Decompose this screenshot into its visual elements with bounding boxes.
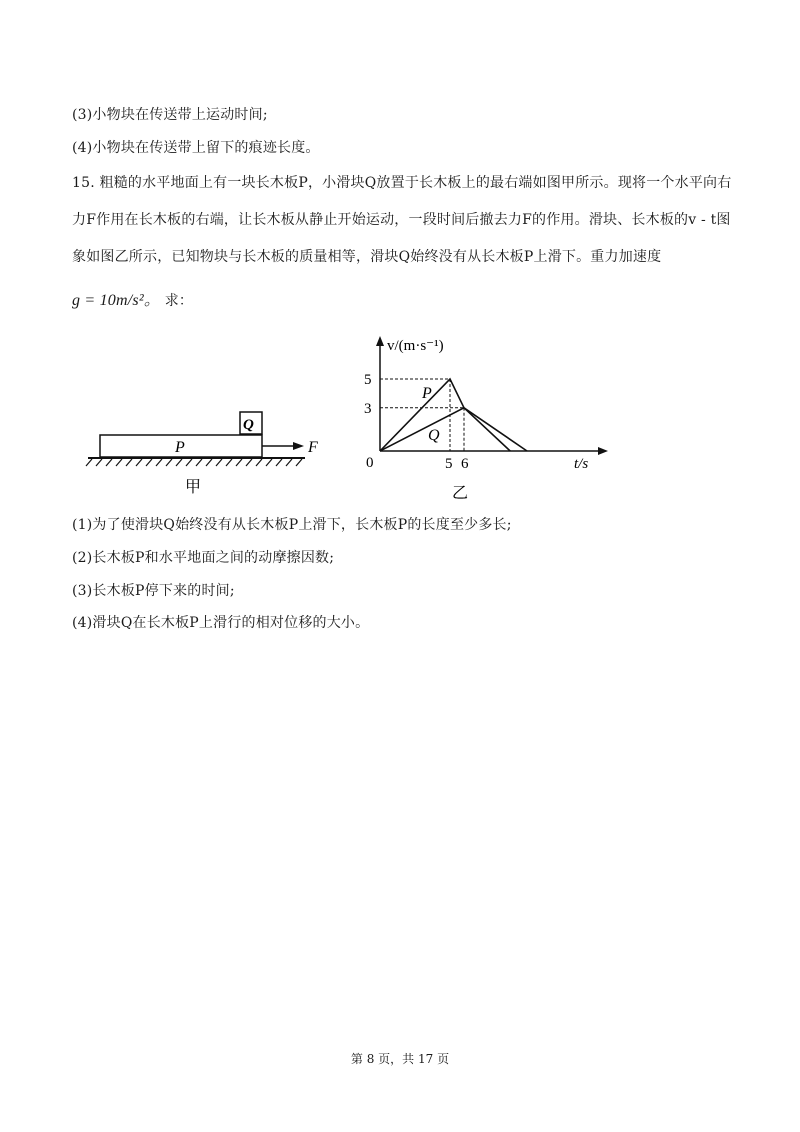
q15-line-2: 力F作用在长木板的右端，让长木板从静止开始运动，一段时间后撤去力F的作用。滑块、长木板的v - t图 (72, 212, 731, 228)
block-q-label: Q (243, 417, 254, 433)
caption-jia: 甲 (185, 479, 202, 496)
sub-question-4: (4)滑块Q在长木板P上滑行的相对位移的大小。 (72, 615, 370, 631)
q15-number: 15. (72, 175, 95, 191)
q15-ask: 求： (164, 293, 194, 309)
sub-question-2: (2)长木板P和水平地面之间的动摩擦因数; (72, 550, 335, 566)
gravity-formula: g = 10m/s²。 (72, 292, 161, 309)
q15-line-1 (72, 172, 731, 192)
caption-yi: 乙 (452, 485, 469, 502)
y-tick-5: 5 (364, 372, 372, 388)
board-p-label: P (175, 439, 185, 456)
x-tick-6: 6 (461, 456, 469, 472)
q15-line-4 (72, 287, 193, 310)
y-axis-arrow (376, 336, 384, 346)
ground-hatch (86, 459, 302, 466)
q15-text-1: 粗糙的水平地面上有一块长木板P，小滑块Q放置于长木板上的最右端如图甲所示。现将一个水平向右 (99, 175, 732, 191)
series-p-label: P (422, 385, 432, 402)
q15-line-3: 象如图乙所示，已知物块与长木板的质量相等，滑块Q始终没有从长木板P上滑下。重力加速度 (72, 249, 662, 265)
page-footer: 第 8 页，共 17 页 (350, 1052, 450, 1066)
y-tick-3: 3 (364, 400, 372, 417)
x-axis-label: t/s (574, 456, 589, 472)
sub-question-3: (3)长木板P停下来的时间; (72, 583, 235, 599)
y-axis-label: v/(m·s⁻¹) (387, 338, 444, 354)
prev-item-3: (3)小物块在传送带上运动时间; (72, 107, 268, 123)
figure-yi-vt-graph (350, 330, 620, 505)
x-tick-5: 5 (445, 456, 453, 472)
figure-jia (80, 400, 340, 500)
prev-item-4: (4)小物块在传送带上留下的痕迹长度。 (72, 140, 320, 156)
origin-label: 0 (366, 455, 374, 471)
force-label: F (308, 439, 318, 456)
series-q-label: Q (428, 427, 440, 444)
sub-question-1: (1)为了使滑块Q始终没有从长木板P上滑下，长木板P的长度至少多长; (72, 517, 512, 533)
force-arrow-head (293, 442, 304, 450)
x-axis-arrow (598, 447, 608, 455)
